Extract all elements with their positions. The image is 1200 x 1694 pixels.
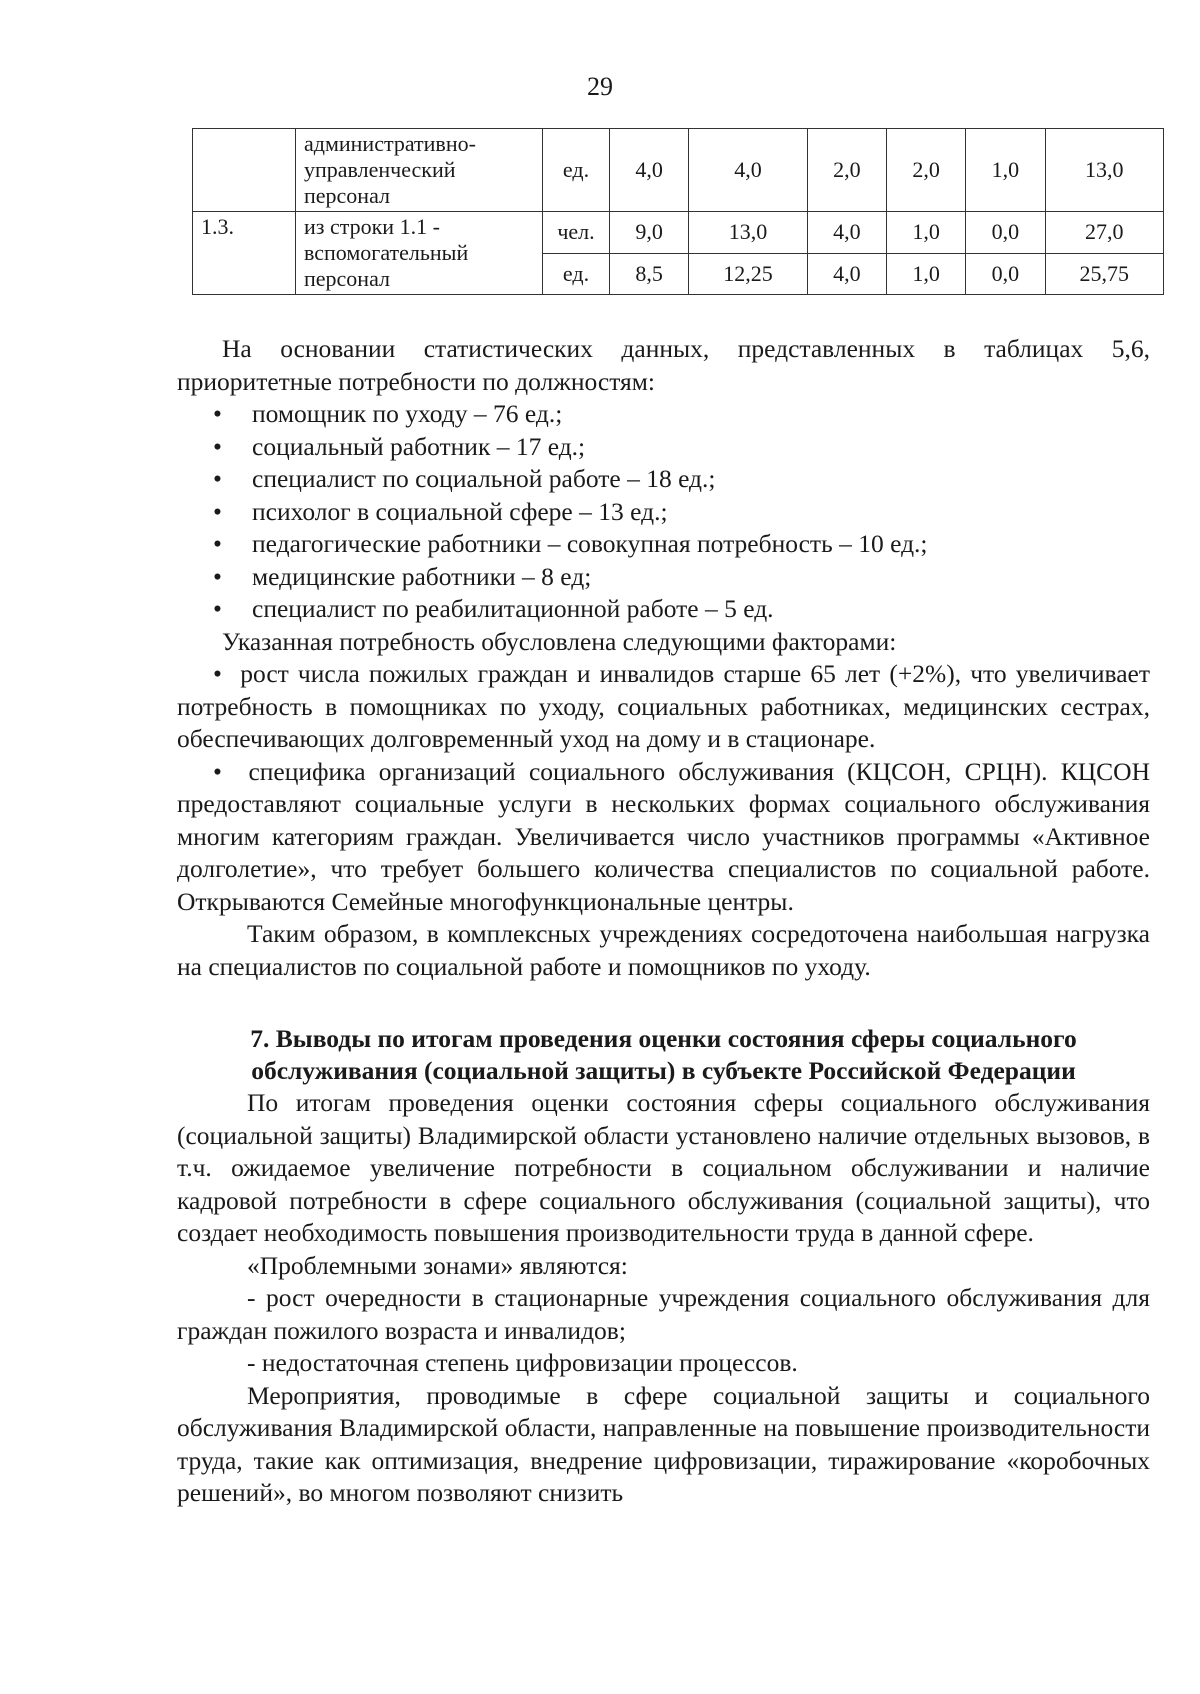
row-unit: ед.: [543, 253, 610, 295]
row-name: из строки 1.1 - вспомогательный персонал: [296, 212, 543, 295]
section-paragraph: Мероприятия, проводимые в сфере социальной защиты и социального обслуживания Владимирской области, направленные на повышение производительности труда, такие как оптимизация, внедрение цифровизации, тиражирование «коробочных решений», во многом позволяют снизить: [177, 1380, 1150, 1507]
factor-text: специфика организаций социального обслуживания (КЦСОН, СРЦН). КЦСОН предоставляют социальные услуги в нескольких формах социального обслуживания многим категориям граждан. Увеличивается число участников программы «Активное долголетие», что требует большего количества специалистов по социальной работе. Открываются Семейные многофункциональные центры.: [177, 756, 1150, 916]
table-row: [193, 129, 1164, 212]
cell-value: 1,0: [966, 129, 1045, 212]
cell-value: 1,0: [886, 253, 965, 295]
list-item: • специалист по социальной работе – 18 ед.;: [177, 463, 1150, 496]
cell-value: 2,0: [886, 129, 965, 212]
list-item: • педагогические работники – совокупная потребность – 10 ед.;: [177, 528, 1150, 561]
factor-paragraph: • рост числа пожилых граждан и инвалидов старше 65 лет (+2%), что увеличивает потребность в помощниках по уходу, социальных работниках, медицинских сестрах, обеспечивающих долговременный уход на дому и в стационаре.: [177, 659, 1150, 753]
row-number: [193, 129, 296, 212]
cell-value: 13,0: [1045, 129, 1163, 212]
list-item: • психолог в социальной сфере – 13 ед.;: [177, 496, 1150, 529]
row-name: административно-управленческий персонал: [296, 129, 543, 212]
cell-value: 4,0: [807, 212, 886, 254]
cell-value: 1,0: [886, 212, 965, 254]
table-row: [193, 212, 1164, 254]
cell-value: 27,0: [1045, 212, 1163, 254]
cell-value: 9,0: [610, 212, 689, 254]
cell-value: 4,0: [689, 129, 807, 212]
intro-paragraph: На основании статистических данных, представленных в таблицах 5,6, приоритетные потребности по должностям:: [177, 334, 1150, 396]
cell-value: 13,0: [689, 212, 807, 254]
section-title: 7. Выводы по итогам проведения оценки состояния сферы социального обслуживания (социальной защиты) в субъекте Российской Федерации: [250, 1024, 1077, 1085]
section-paragraph: По итогам проведения оценки состояния сферы социального обслуживания (социальной защиты) Владимирской области установлено наличие отдельных вызовов, в т.ч. ожидаемое увеличение потребности в социальном обслуживании и наличие кадровой потребности в сфере социального обслуживания (социальной защиты), что создает необходимость повышения производительности труда в данной сфере.: [177, 1088, 1150, 1247]
factor-text: рост числа пожилых граждан и инвалидов старше 65 лет (+2%), что увеличивает потребность в помощниках по уходу, социальных работниках, медицинских сестрах, обеспечивающих долговременный уход на дому и в стационаре.: [177, 659, 1150, 753]
cell-value: 2,0: [807, 129, 886, 212]
section-paragraph: - рост очередности в стационарные учреждения социального обслуживания для граждан пожилого возраста и инвалидов;: [177, 1283, 1150, 1345]
conclusion-paragraph: Таким образом, в комплексных учреждениях сосредоточена наибольшая нагрузка на специалистов по социальной работе и помощников по уходу.: [177, 919, 1150, 981]
page-number: 29: [587, 72, 613, 101]
cell-value: 4,0: [610, 129, 689, 212]
list-item: • социальный работник – 17 ед.;: [177, 431, 1150, 464]
list-item: • помощник по уходу – 76 ед.;: [177, 398, 1150, 431]
list-item: • специалист по реабилитационной работе – 5 ед.: [177, 593, 1150, 626]
cell-value: 0,0: [966, 212, 1045, 254]
row-unit: чел.: [543, 212, 610, 254]
cell-value: 25,75: [1045, 253, 1163, 295]
list-item: • медицинские работники – 8 ед;: [177, 561, 1150, 594]
row-number: 1.3.: [193, 212, 296, 295]
staff-table: [192, 128, 1164, 295]
cell-value: 12,25: [689, 253, 807, 295]
factors-intro: Указанная потребность обусловлена следующими факторами:: [222, 626, 897, 656]
section-paragraph: «Проблемными зонами» являются:: [247, 1250, 628, 1280]
section-paragraph: - недостаточная степень цифровизации процессов.: [247, 1348, 798, 1377]
factor-paragraph: • специфика организаций социального обслуживания (КЦСОН, СРЦН). КЦСОН предоставляют социальные услуги в нескольких формах социального обслуживания многим категориям граждан. Увеличивается число участников программы «Активное долголетие», что требует большего количества специалистов по социальной работе. Открываются Семейные многофункциональные центры.: [177, 756, 1150, 916]
body-text: [177, 333, 1150, 1510]
cell-value: 8,5: [610, 253, 689, 295]
row-unit: ед.: [543, 129, 610, 212]
needs-list: [177, 398, 1150, 626]
cell-value: 4,0: [807, 253, 886, 295]
cell-value: 0,0: [966, 253, 1045, 295]
